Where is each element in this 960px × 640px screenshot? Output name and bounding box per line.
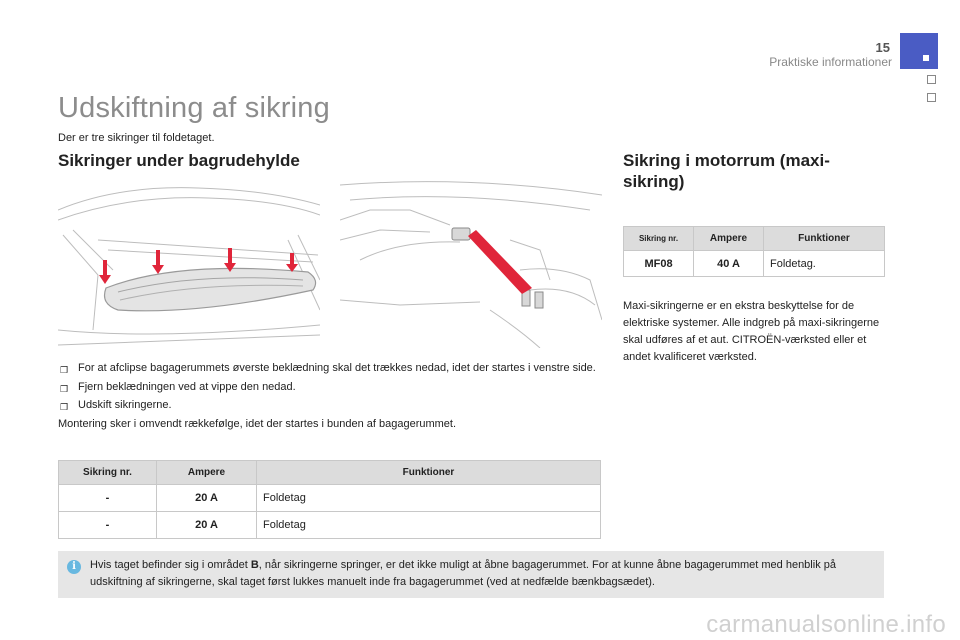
page-number: 15 [875, 40, 890, 55]
chapter-tab[interactable] [927, 93, 936, 102]
instruction-step [58, 397, 603, 416]
fuse-ampere: 40 A [694, 251, 764, 277]
heading-engine-fuse: Sikring i motorrum (maxi-sikring) [623, 151, 830, 191]
column-header: Funktioner [257, 461, 601, 485]
fuse-number: - [59, 485, 157, 512]
engine-fuse-table [623, 226, 885, 277]
notice-text [90, 557, 876, 591]
instruction-step-text: Udskift sikringerne. [78, 399, 172, 411]
checkbox-bullet-icon: ❒ [60, 402, 69, 412]
engine-compartment-illustration [340, 180, 602, 348]
mounting-note: Montering sker i omvendt rækkefølge, idet der startes i bunden af bagagerummet. [58, 417, 457, 430]
column-header: Ampere [157, 461, 257, 485]
fuse-function: Foldetag [257, 485, 601, 512]
fuse-ampere: 20 A [157, 485, 257, 512]
fuse-number: - [59, 512, 157, 539]
checkbox-bullet-icon: ❒ [60, 365, 69, 375]
instruction-step-text: Fjern beklædningen ved at vippe den nedad. [78, 380, 296, 393]
column-header: Sikring nr. [59, 461, 157, 485]
intro-text: Der er tre sikringer til foldetaget. [58, 132, 215, 144]
watermark: carmanualsonline.info [706, 611, 946, 638]
instruction-step-text: For at afclipse bagagerummets øverste beklædning skal det trækkes nedad, idet der startes i venstre side. [78, 362, 596, 374]
column-header: Sikring nr. [624, 227, 694, 251]
notice-bold-term: B [250, 559, 259, 571]
instruction-step [58, 360, 603, 379]
table-row [59, 485, 601, 512]
table-row [59, 512, 601, 539]
rear-shelf-fuse-table [58, 460, 601, 539]
chapter-tab-active[interactable] [900, 33, 938, 69]
info-icon: i [67, 560, 81, 574]
column-header: Funktioner [764, 227, 885, 251]
fuse-function: Foldetag [257, 512, 601, 539]
table-header-row [624, 227, 885, 251]
fuse-number: MF08 [624, 251, 694, 277]
column-header: Ampere [694, 227, 764, 251]
instruction-step [58, 379, 603, 398]
table-header-row [59, 461, 601, 485]
table-row [624, 251, 885, 277]
instruction-list [58, 360, 603, 432]
heading-rear-shelf-fuses: Sikringer under bagrudehylde [58, 151, 300, 170]
fuse-ampere: 20 A [157, 512, 257, 539]
page-title: Udskiftning af sikring [58, 92, 330, 124]
maxi-fuse-text: Maxi-sikringerne er en ekstra beskyttelse for de elektriske systemer. Alle indgreb på maxi-sikringerne skal udføres af et aut. CITROËN-værksted eller et andet kvalificeret værksted. [623, 300, 880, 363]
section-name: Praktiske informationer [769, 55, 892, 69]
info-notice [58, 551, 884, 598]
notice-text-part: Hvis taget befinder sig i området [90, 559, 251, 571]
fuse-function: Foldetag. [764, 251, 885, 277]
notice-text-part: , når sikringerne springer, er det ikke muligt at åbne bagagerummet. For at kunne åbne bagagerummet med henblik på udskiftning af sikringerne, skal taget først lukkes manuelt inde fra bagagerummet (ved at nedfælde bænkbagsædet). [90, 559, 836, 588]
rear-shelf-illustration [58, 180, 320, 348]
chapter-tab[interactable] [927, 75, 936, 84]
checkbox-bullet-icon: ❒ [60, 383, 69, 394]
